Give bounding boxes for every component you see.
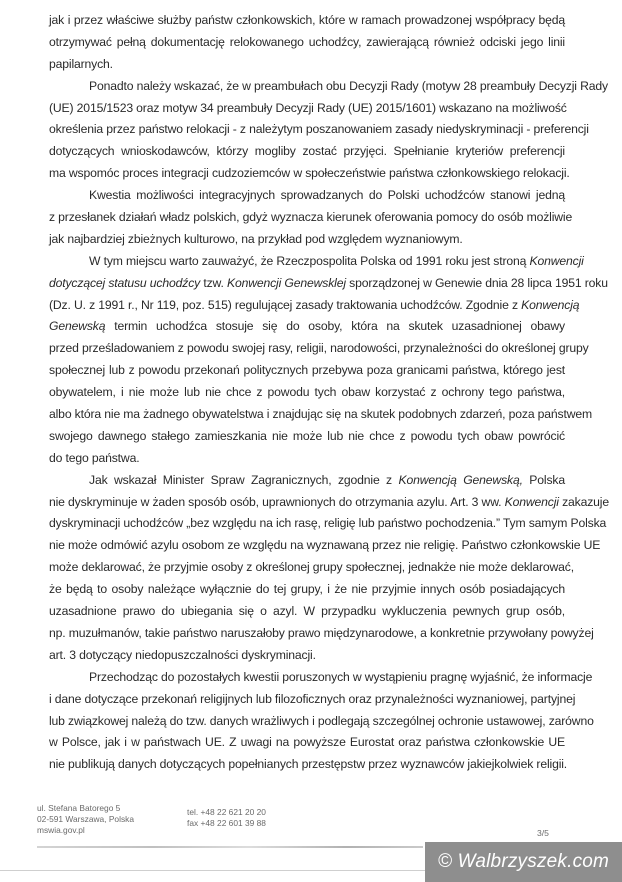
paragraph: [49, 185, 573, 251]
text-line: obywatelem, i nie może lub nie chce z powodu tych obaw korzystać z ochrony tego państwa,: [49, 385, 565, 400]
text-line: do tego państwa.: [49, 450, 140, 465]
text-segment: Genewską: [49, 319, 106, 334]
text-line: i dane dotyczące przekonań religijnych lub filozoficznych oraz przynależności wyznaniowej, partyjnej: [49, 691, 576, 706]
text-segment: Konwencją Genewską,: [398, 472, 523, 487]
text-line: (UE) 2015/1523 oraz motyw 34 preambuły Decyzji Rady (UE) 2015/1601) wskazano na możliwość: [49, 100, 567, 115]
paragraph: [49, 76, 608, 185]
footer-website: mswia.gov.pl: [37, 825, 85, 835]
text-line: [49, 492, 609, 514]
footer-address: [37, 803, 134, 836]
text-segment: Konwencji: [504, 494, 559, 509]
text-line: dyskryminacji uchodźców „bez względu na ich rasę, religię lub państwo pochodzenia.” Tym samym Polska: [49, 516, 607, 531]
footer-contact: [187, 807, 266, 829]
text-segment: Polska: [522, 472, 565, 487]
text-segment: tzw.: [200, 275, 227, 290]
paragraph: [49, 667, 594, 776]
text-line: uzasadnione prawo do ubiegania się o azyl. W przypadku wykluczenia pewnych grup osób,: [49, 604, 565, 619]
scan-edge-line: [0, 870, 425, 871]
text-line: w Polsce, jak i w państwach UE. Z uwagi na powyższe Eurostat oraz państwa członkowskie UE: [49, 735, 565, 750]
text-line: otrzymywać pełną dokumentację relokowanego uchodźcy, zawierającą również odciski jego linii: [49, 34, 565, 49]
text-line: [49, 295, 580, 317]
text-line: swojego dawnego stałego zamieszkania nie może lub nie chce z powodu tych obaw powrócić: [49, 428, 565, 443]
text-line: [49, 273, 608, 295]
footer-address-street: ul. Stefana Batorego 5: [37, 803, 121, 813]
paragraph: [49, 10, 565, 76]
text-line: że będą to osoby należące wyłącznie do tej grupy, i że nie przyjmie innych osób posiadających: [49, 582, 565, 597]
text-line: lub związkowej należą do tzw. danych wrażliwych i podlegają szczególnej ochronie ustawowej, zarówno: [49, 713, 594, 728]
paragraph: [49, 470, 609, 667]
text-line: Przechodząc do pozostałych kwestii poruszonych w wystąpieniu pragnę wyjaśnić, że informacje: [89, 669, 593, 684]
text-line: nie może odmówić azylu osobom ze względu na wyznawaną przez nie religię. Państwo członkowskie UE: [49, 538, 601, 553]
text-line: art. 3 dotyczący niedopuszczalności dyskryminacji.: [49, 647, 316, 662]
text-line: określenia przez państwo relokacji - z należytym poszanowaniem zasady niedyskryminacji - preferencji: [49, 122, 589, 137]
footer-fax: fax +48 22 601 39 88: [187, 818, 266, 828]
footer-address-city: 02-591 Warszawa, Polska: [37, 814, 134, 824]
text-line: dotyczących wnioskodawców, którzy mogliby zostać przyjęci. Spełnianie kryteriów preferencji: [49, 144, 565, 159]
text-line: ma wspomóc proces integracji cudzoziemców w społeczeństwie państwa członkowskiego relokacji.: [49, 166, 570, 181]
text-line: przed prześladowaniem z powodu swojej rasy, religii, narodowości, przynależności do określonej grupy: [49, 341, 589, 356]
text-line: [49, 251, 584, 273]
text-segment: Konwencji Genewsklej: [226, 275, 346, 290]
text-line: Kwestia możliwości integracyjnych sprowadzanych do Polski uchodźców stanowi jedną: [89, 188, 565, 203]
text-segment: sporządzonej w Genewie dnia 28 lipca 1951 roku: [345, 275, 608, 290]
text-line: nie publikują danych dotyczących popełnianych przestępstw przez wyznawców jakiejkolwiek religii.: [49, 757, 568, 772]
text-line: albo która nie ma żadnego obywatelstwa i znajdując się na skutek podobnych zdarzeń, poza państwem: [49, 407, 593, 422]
text-segment: Konwencją: [521, 297, 580, 312]
text-segment: dotyczącej statusu uchodźcy: [49, 275, 201, 290]
text-segment: Jak wskazał Minister Spraw Zagranicznych, zgodnie z: [89, 472, 399, 487]
paragraph: [49, 251, 608, 470]
footer-divider: [37, 846, 423, 848]
text-segment: W tym miejscu warto zauważyć, że Rzeczpospolita Polska od 1991 roku jest stroną: [89, 253, 530, 268]
text-line: jak i przez właściwe służby państw członkowskich, które w ramach prowadzonej współpracy będą: [49, 13, 565, 27]
text-segment: zakazuje: [558, 494, 609, 509]
document-body: [49, 10, 609, 776]
text-segment: termin uchodźca stosuje się do osoby, która na skutek uzasadnionej obawy: [105, 319, 565, 334]
text-line: papilarnych.: [49, 56, 113, 71]
footer-tel: tel. +48 22 621 20 20: [187, 807, 266, 817]
text-line: społecznej lub z powodu przekonań politycznych przebywa poza granicami państwa, którego jest: [49, 363, 565, 378]
text-line: z przesłanek działań władz polskich, gdyż wyznacza kierunek oferowania pomocy do osób możliwie: [49, 210, 573, 225]
text-segment: Konwencji: [529, 253, 584, 268]
text-line: Ponadto należy wskazać, że w preambułach obu Decyzji Rady (motyw 28 preambuły Decyzji Rady: [89, 78, 608, 93]
watermark: © Walbrzyszek.com: [425, 842, 622, 882]
text-line: [49, 470, 565, 492]
text-line: [49, 316, 565, 338]
text-segment: (Dz. U. z 1991 r., Nr 119, poz. 515) regulującej zasady traktowania uchodźców. Zgodnie z: [49, 297, 522, 312]
page-number: 3/5: [537, 828, 549, 838]
text-line: jak najbardziej zbieżnych kulturowo, na przykład pod względem wyznaniowym.: [49, 231, 463, 246]
text-line: np. muzułmanów, takie państwo naruszałoby prawo międzynarodowe, a konkretnie przywołany powyżej: [49, 625, 594, 640]
text-line: może deklarować, że przyjmie osoby z określonej grupy społecznej, jednakże nie może deklarować,: [49, 560, 574, 575]
text-segment: nie dyskryminuje w żaden sposób osób, uprawnionych do otrzymania azylu. Art. 3 ww.: [49, 494, 505, 509]
